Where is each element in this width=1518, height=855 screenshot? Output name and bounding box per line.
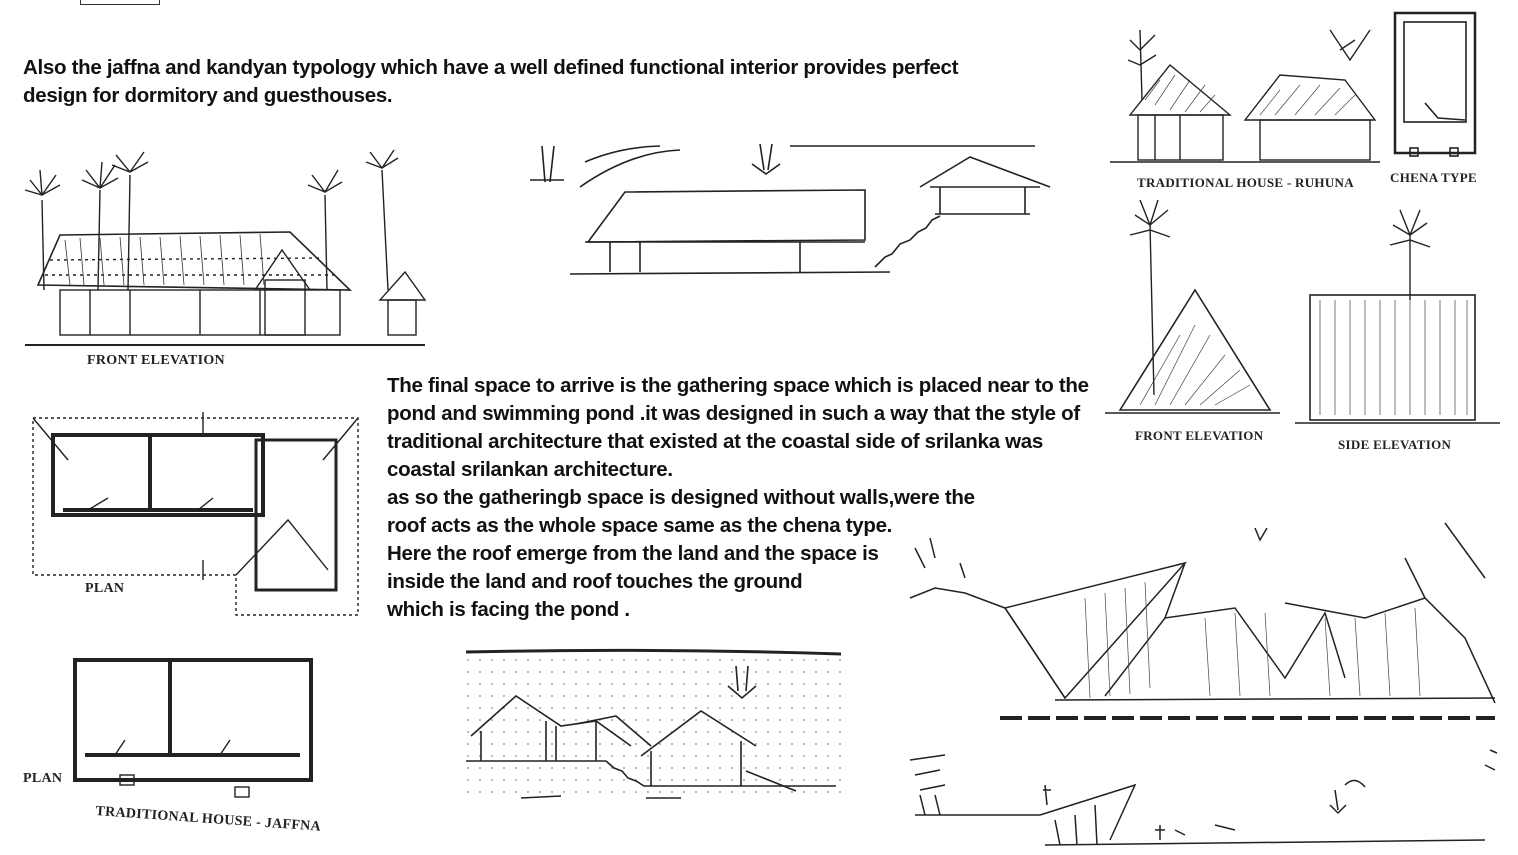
label-plan-2: PLAN — [23, 771, 63, 786]
body-line-8: inside the land and roof touches the ground — [387, 570, 803, 593]
cropped-sketch-edge — [80, 0, 160, 5]
body-line-3: traditional architecture that existed at the coastal side of srilanka was — [387, 430, 1043, 453]
intro-line-2: design for dormitory and guesthouses. — [23, 84, 393, 107]
body-line-5: as so the gatheringb space is designed without walls,were the — [387, 486, 975, 509]
body-line-4: coastal srilankan architecture. — [387, 458, 673, 481]
intro-paragraph — [23, 54, 958, 110]
chena-front-elevation-sketch — [1100, 195, 1285, 420]
gathering-space-ground-section-sketch — [905, 745, 1505, 855]
jaffna-plan-sketch — [28, 410, 363, 620]
body-line-9: which is facing the pond . — [387, 598, 630, 621]
body-line-1: The final space to arrive is the gathering space which is placed near to the — [387, 374, 1089, 397]
gathering-space-section-sketch — [466, 646, 844, 806]
ruhuna-houses-sketch — [1100, 20, 1380, 170]
label-front-elevation-chena: FRONT ELEVATION — [1135, 428, 1264, 443]
jaffna-front-elevation-sketch — [20, 140, 430, 350]
gathering-space-perspective-sketch — [905, 518, 1505, 733]
intro-line-1: Also the jaffna and kandyan typology which have a well defined functional interior provides perfect — [23, 56, 959, 79]
jaffna-plan-2-sketch — [70, 655, 320, 805]
body-line-7: Here the roof emerge from the land and the space is — [387, 542, 879, 565]
chena-side-elevation-sketch — [1295, 205, 1505, 430]
label-traditional-house-jaffna: TRADITIONAL HOUSE - JAFFNA — [94, 804, 322, 835]
label-chena-type: CHENA TYPE — [1390, 170, 1477, 185]
chena-type-plan-sketch — [1390, 8, 1480, 163]
label-plan-1: PLAN — [85, 581, 125, 596]
label-side-elevation-chena: SIDE ELEVATION — [1338, 437, 1452, 452]
label-traditional-house-ruhuna: TRADITIONAL HOUSE - RUHUNA — [1137, 175, 1354, 190]
label-front-elevation-jaffna: FRONT ELEVATION — [87, 353, 225, 368]
body-line-2: pond and swimming pond .it was designed in such a way that the style of — [387, 402, 1080, 425]
gathering-space-roof-sketch — [520, 142, 1065, 332]
body-line-6: roof acts as the whole space same as the chena type. — [387, 514, 893, 537]
